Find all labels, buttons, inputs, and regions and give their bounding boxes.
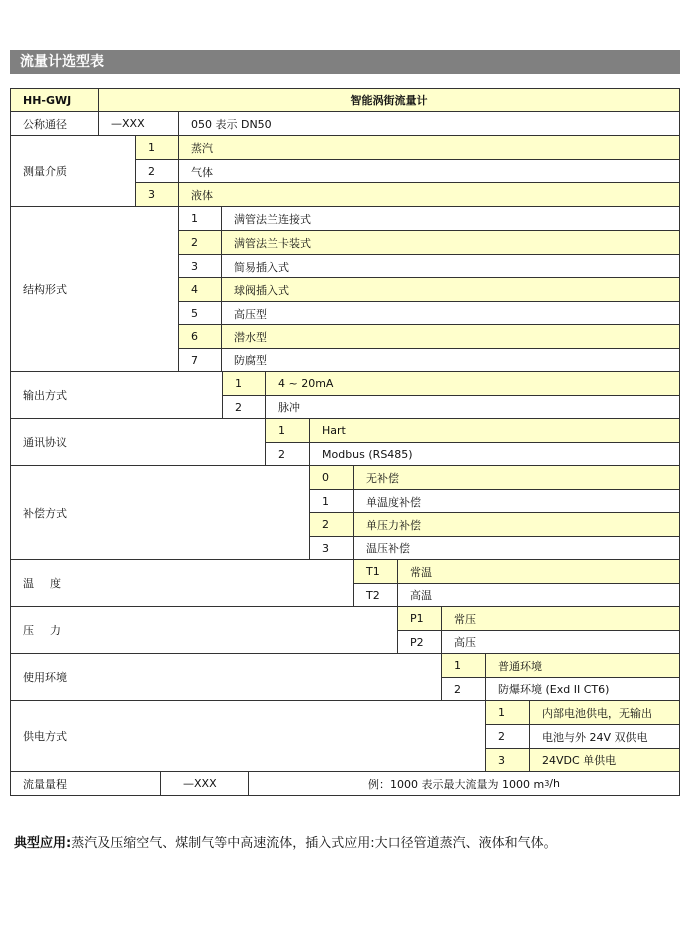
environment-text-1: 普通环境 [485,653,680,678]
compensation-text-0: 无补偿 [353,465,680,490]
range-desc-cell [248,771,680,796]
power-text-1: 内部电池供电，无输出 [529,700,680,725]
range-desc: 例：1000 表示最大流量为 1000 m [368,777,545,791]
power-code-3: 3 [485,748,530,772]
structure-code-6: 6 [178,324,222,349]
structure-code-1: 1 [178,206,222,231]
diameter-code: —XXX [98,111,179,136]
output-text-2: 脉冲 [265,395,680,419]
medium-code-3: 3 [135,182,179,207]
structure-text-3: 简易插入式 [221,254,680,279]
range-label: 流量量程 [10,771,161,796]
power-text-2: 电池与外 24V 双供电 [529,724,680,749]
medium-text-3: 液体 [178,182,680,207]
applications-label: 典型应用: [14,836,72,851]
structure-text-7: 防腐型 [221,348,680,372]
environment-label: 使用环境 [10,653,442,701]
compensation-code-2: 2 [309,512,354,537]
comm-text-1: Hart [309,418,680,443]
comm-code-1: 1 [265,418,310,443]
compensation-code-3: 3 [309,536,354,560]
comm-text-2: Modbus (RS485) [309,442,680,466]
pressure-label: 压力 [10,606,398,654]
output-label: 输出方式 [10,371,223,419]
applications-text: 蒸汽及压缩空气、煤制气等中高速流体，插入式应用:大口径管道蒸汽、液体和气体。 [71,836,557,851]
range-unit-tail: /h [549,777,560,790]
temperature-label: 温度 [10,559,354,607]
power-code-2: 2 [485,724,530,749]
output-code-1: 1 [222,371,266,396]
structure-code-3: 3 [178,254,222,279]
temperature-code-2: T2 [353,583,398,607]
temperature-text-2: 高温 [397,583,680,607]
page-title: 流量计选型表 [10,50,680,74]
compensation-code-0: 0 [309,465,354,490]
compensation-label: 补偿方式 [10,465,310,560]
comm-label: 通讯协议 [10,418,266,466]
structure-text-4: 球阀插入式 [221,277,680,302]
compensation-text-3: 温压补偿 [353,536,680,560]
typical-applications [14,832,684,851]
pressure-text-1: 常压 [441,606,680,631]
compensation-text-2: 单压力补偿 [353,512,680,537]
power-code-1: 1 [485,700,530,725]
structure-code-2: 2 [178,230,222,255]
structure-text-2: 满管法兰卡装式 [221,230,680,255]
range-unit-superscript: 3 [544,779,550,788]
output-code-2: 2 [222,395,266,419]
medium-label: 测量介质 [10,135,136,207]
structure-code-7: 7 [178,348,222,372]
structure-label: 结构形式 [10,206,179,372]
range-code: —XXX [160,771,249,796]
structure-code-4: 4 [178,277,222,302]
environment-code-1: 1 [441,653,486,678]
environment-text-2: 防爆环境 (Exd II CT6) [485,677,680,701]
model-cell: HH-GWJ [10,88,99,112]
diameter-label: 公称通径 [10,111,99,136]
pressure-code-1: P1 [397,606,442,631]
structure-code-5: 5 [178,301,222,326]
compensation-code-1: 1 [309,489,354,514]
power-text-3: 24VDC 单供电 [529,748,680,772]
environment-code-2: 2 [441,677,486,701]
medium-code-2: 2 [135,159,179,184]
medium-text-2: 气体 [178,159,680,184]
medium-code-1: 1 [135,135,179,160]
structure-text-5: 高压型 [221,301,680,326]
structure-text-6: 潜水型 [221,324,680,349]
temperature-code-1: T1 [353,559,398,584]
product-name-cell: 智能涡街流量计 [98,88,680,112]
structure-text-1: 满管法兰连接式 [221,206,680,231]
medium-text-1: 蒸汽 [178,135,680,160]
temperature-text-1: 常温 [397,559,680,584]
compensation-text-1: 单温度补偿 [353,489,680,514]
diameter-desc: 050 表示 DN50 [178,111,680,136]
pressure-text-2: 高压 [441,630,680,654]
comm-code-2: 2 [265,442,310,466]
power-label: 供电方式 [10,700,486,772]
pressure-code-2: P2 [397,630,442,654]
output-text-1: 4 ~ 20mA [265,371,680,396]
